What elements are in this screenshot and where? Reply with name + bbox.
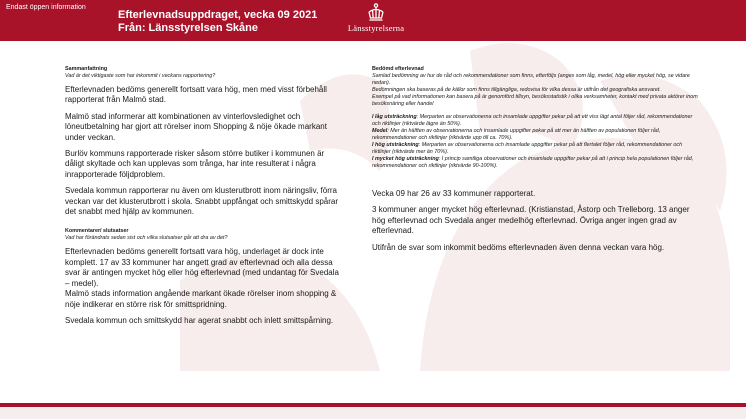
comments-heading: Kommentarer/ slutsatser <box>65 228 129 235</box>
crown-icon <box>365 3 387 22</box>
level-term: I hög utsträckning <box>372 142 419 148</box>
status-paragraph: 3 kommuner anger mycket hög efterlevnad. (Kristianstad, Åstorp och Trelleborg. 13 anger hög efterlevnad och Svedala anger medelhög efterlevnad. Övriga anger ingen grad av efterlevnad. <box>372 205 690 236</box>
level-text: : I princip samtliga observationer och insamlade uppgifter pekar på att i princip hela populationen följer råd, rekommendationer och riktlinjer (riktvärde 90-100%). <box>372 156 694 169</box>
summary-heading: Sammanfattning <box>65 66 108 72</box>
comments-paragraph: Svedala kommun och smittskydd har agerat snabbt och inlett smittspårning. <box>65 315 334 325</box>
footer-band <box>0 407 746 419</box>
status-paragraph: Vecka 09 har 26 av 33 kommuner rapporterat. <box>372 189 536 198</box>
summary-paragraph: Efterlevnaden bedöms generellt fortsatt vara hög, men med visst förbehåll rapporterat från Malmö stad. <box>65 85 327 105</box>
level-term: I låg utsträckning <box>372 114 417 120</box>
summary-paragraph: Malmö stad informerar att kombinationen av vinterlovsledighet och löneutbetalning har gjort att rörelser inom Shopping & nöje ökade markant under veckan. <box>65 111 327 142</box>
level-definition <box>372 142 702 156</box>
status-paragraph: Utifrån de svar som inkommit bedöms efterlevnaden även denna veckan vara hög. <box>372 242 665 252</box>
level-term: Medel <box>372 128 388 134</box>
comments-question: Vad har förändrats sedan sist och vilka slutsatser går att dra av det? <box>65 235 228 242</box>
level-text: : Merparten av observationerna och insamlade uppgifter pekar på att flertalet följer råd, rekommendationer och riktlinjer (riktvärde mer än 70%). <box>372 142 683 155</box>
title-line-2: Från: Länsstyrelsen Skåne <box>118 22 259 34</box>
assessment-intro: Bedömningen ska baseras på de källor som finns tillgängliga, redovisa för vilka dessa är utifrån det geografiska ansvaret. <box>372 87 661 93</box>
title-line-1: Efterlevnadsuppdraget, vecka 09 2021 <box>118 9 318 21</box>
assessment-intro: Samlad bedömning av hur de råd och rekommendationer som finns, efterföljs (anges som låg, medel, hög eller mycket hög, se vidare nedan). <box>372 73 690 86</box>
classification-label: Endast öppen information <box>6 4 86 11</box>
lansstyrelserna-logo <box>331 3 421 39</box>
level-definition <box>372 128 702 142</box>
summary-paragraph: Svedala kommun rapporterar nu även om klusterutbrott inom näringsliv, förra veckan var det klusterutbrott i skola. Snabbt uppfångat och smittskydd spårar det snabbt med hjälp av kommunen. <box>65 186 339 217</box>
left-column <box>65 66 345 332</box>
level-term: I mycket hög utsträckning <box>372 156 439 162</box>
logo-text: Länsstyrelserna <box>347 23 405 33</box>
level-text: : Mer än hälften av observationerna och insamlade uppgifter pekar på att mer än hälften av populationen följer råd, rekommendationer och riktlinjer (riktvärde upp till ca. 70%). <box>372 128 661 141</box>
level-definition <box>372 114 702 128</box>
page-title <box>118 9 317 35</box>
comments-paragraph: Malmö stads information angående markant ökade rörelser inom shopping & nöje indikerar en större risk för smittspridning. <box>65 289 337 309</box>
summary-question: Vad är det viktigaste som har inkommit i veckans rapportering? <box>65 73 216 79</box>
level-text: : Merparten av observationerna och insamlade uppgifter pekar på att ett viss lägt antal följer råd, rekommendationer och riktlinjer (riktvärde lägre än 50%). <box>372 114 693 127</box>
assessment-intro: Exempel på vad informationen kan basera på är genomförd tillsyn, besöksstatistik i olika verksamheter, kontakt med privata aktörer inom besöksnäring eller handel <box>372 94 698 107</box>
level-definition <box>372 156 702 170</box>
header-bar <box>0 0 746 41</box>
summary-paragraph: Burlöv kommuns rapporterade risker såsom större butiker i kommunen är dåligt skyltade och kan upplevas som trånga, har inte resulterat i några inrapporterade följdproblem. <box>65 149 325 179</box>
comments-paragraph: Efterlevnaden bedöms generellt fortsatt vara hög, underlaget är dock inte komplett. 17 av 33 kommuner har angett grad av efterlevnad och alla dessa svar är antingen mycket hög eller hög efterlevnad (med undantag för Svedala – medel). <box>65 247 339 288</box>
assessment-heading: Bedömd efterlevnad <box>372 66 424 72</box>
right-column <box>372 66 702 259</box>
